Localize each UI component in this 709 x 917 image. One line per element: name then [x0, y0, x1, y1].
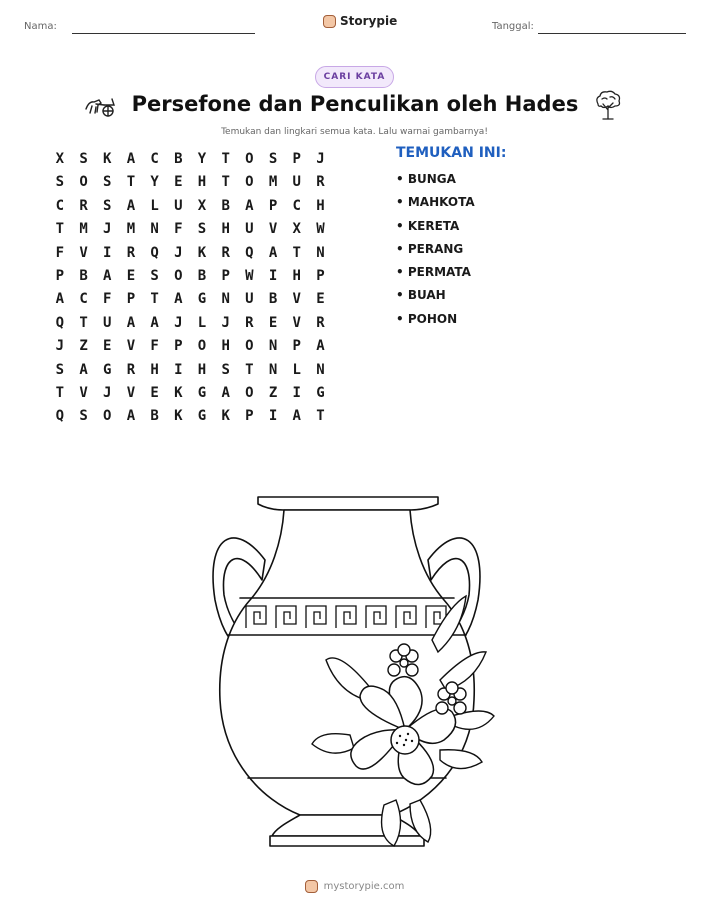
grid-cell[interactable]: R [126, 244, 136, 261]
grid-cell[interactable]: G [103, 361, 112, 378]
grid-cell[interactable]: O [197, 338, 207, 355]
grid-cell[interactable]: L [197, 314, 207, 331]
grid-cell[interactable]: S [103, 174, 112, 191]
grid-cell[interactable]: L [292, 361, 301, 378]
grid-cell[interactable]: S [79, 151, 88, 167]
grid-cell[interactable]: U [245, 221, 254, 238]
word-item: • KERETA [396, 218, 460, 233]
grid-cell[interactable]: P [292, 338, 301, 355]
grid-cell[interactable]: S [221, 361, 230, 378]
storypie-logo [323, 14, 397, 28]
grid-cell[interactable]: E [174, 174, 183, 191]
grid-cell[interactable]: T [55, 221, 65, 238]
grid-cell[interactable]: N [316, 244, 325, 261]
grid-cell[interactable]: J [316, 151, 325, 167]
grid-cell[interactable]: J [221, 314, 230, 331]
grid-cell[interactable]: A [126, 314, 136, 331]
word-item: • PERMATA [396, 265, 471, 280]
grid-cell[interactable]: O [245, 151, 254, 167]
grid-cell[interactable]: O [245, 338, 254, 355]
vase-illustration [200, 480, 500, 855]
grid-cell[interactable]: A [174, 291, 183, 308]
grid-cell[interactable]: V [292, 291, 301, 308]
grid-cell[interactable]: Q [245, 244, 254, 261]
grid-cell[interactable]: G [197, 291, 207, 308]
brand-name: Storypie [340, 14, 398, 28]
date-label: Tanggal: [492, 21, 534, 32]
storypie-footer-icon [305, 880, 318, 893]
grid-cell[interactable]: E [150, 384, 159, 401]
grid-cell[interactable]: J [174, 244, 183, 261]
grid-cell[interactable]: B [268, 291, 278, 308]
grid-cell[interactable]: I [103, 244, 112, 261]
grid-cell[interactable]: X [197, 197, 207, 214]
grid-cell[interactable]: O [245, 174, 254, 191]
grid-cell[interactable]: C [150, 151, 159, 167]
grid-cell[interactable]: U [245, 291, 254, 308]
tree-icon [594, 90, 622, 120]
grid-cell[interactable]: E [126, 267, 136, 284]
grid-cell[interactable]: B [174, 151, 183, 167]
grid-cell[interactable]: K [221, 408, 230, 425]
grid-cell[interactable]: V [292, 314, 301, 331]
grid-cell[interactable]: K [103, 151, 112, 167]
name-line[interactable] [72, 33, 255, 34]
word-item: • PERANG [396, 241, 464, 256]
grid-cell[interactable]: Z [79, 338, 88, 355]
grid-cell[interactable]: B [197, 267, 207, 284]
grid-cell[interactable]: A [55, 291, 65, 308]
grid-cell[interactable]: M [268, 174, 278, 191]
grid-cell[interactable]: A [150, 314, 159, 331]
grid-cell[interactable]: A [268, 244, 278, 261]
grid-cell[interactable]: R [79, 197, 88, 214]
grid-cell[interactable]: P [292, 151, 301, 167]
grid-cell[interactable]: A [245, 197, 254, 214]
grid-cell[interactable]: E [316, 291, 325, 308]
grid-cell[interactable]: L [150, 197, 159, 214]
grid-cell[interactable]: Y [150, 174, 159, 191]
grid-cell[interactable]: I [292, 384, 301, 401]
grid-cell[interactable]: M [79, 221, 88, 238]
grid-cell[interactable]: A [126, 197, 136, 214]
grid-cell[interactable]: N [150, 221, 159, 238]
grid-cell[interactable]: V [268, 221, 278, 238]
grid-cell[interactable]: J [174, 314, 183, 331]
grid-cell[interactable]: O [245, 384, 254, 401]
grid-cell[interactable]: E [268, 314, 278, 331]
grid-cell[interactable]: N [268, 338, 278, 355]
grid-cell[interactable]: A [221, 384, 230, 401]
grid-cell[interactable]: C [292, 197, 301, 214]
grid-cell[interactable]: M [126, 221, 136, 238]
grid-cell[interactable]: S [197, 221, 207, 238]
grid-cell[interactable]: W [316, 221, 325, 238]
word-item: • POHON [396, 311, 458, 326]
grid-cell[interactable]: U [292, 174, 301, 191]
grid-cell[interactable]: F [55, 244, 65, 261]
grid-cell[interactable]: H [316, 197, 325, 214]
grid-cell[interactable]: T [221, 174, 230, 191]
footer [0, 880, 709, 893]
grid-cell[interactable]: T [221, 151, 230, 167]
grid-cell[interactable]: C [55, 197, 65, 214]
grid-cell[interactable]: I [268, 408, 278, 425]
grid-cell[interactable]: S [268, 151, 278, 167]
word-item: • BUAH [396, 288, 446, 303]
footer-url[interactable]: mystorypie.com [323, 881, 405, 892]
grid-cell[interactable]: A [292, 408, 301, 425]
grid-cell[interactable]: H [221, 221, 230, 238]
grid-cell[interactable]: P [268, 197, 278, 214]
grid-cell[interactable]: A [126, 408, 136, 425]
grid-cell[interactable]: T [126, 174, 136, 191]
grid-cell[interactable]: T [79, 314, 88, 331]
grid-cell[interactable]: T [55, 384, 65, 401]
grid-cell[interactable]: N [221, 291, 230, 308]
grid-cell[interactable]: U [103, 314, 112, 331]
grid-cell[interactable]: K [197, 244, 207, 261]
grid-cell[interactable]: H [221, 338, 230, 355]
grid-cell[interactable]: R [316, 314, 325, 331]
grid-cell[interactable]: H [150, 361, 159, 378]
grid-cell[interactable]: V [79, 384, 88, 401]
grid-cell[interactable]: U [174, 197, 183, 214]
grid-cell[interactable]: H [197, 361, 207, 378]
date-line[interactable] [538, 33, 686, 34]
grid-cell[interactable]: S [55, 361, 65, 378]
grid-cell[interactable]: H [197, 174, 207, 191]
grid-cell[interactable]: P [245, 408, 254, 425]
grid-cell[interactable]: E [103, 338, 112, 355]
grid-cell[interactable]: B [221, 197, 230, 214]
grid-cell[interactable]: P [55, 267, 65, 284]
name-label: Nama: [24, 21, 57, 32]
grid-cell[interactable]: T [292, 244, 301, 261]
grid-cell[interactable]: N [316, 361, 325, 378]
page-title: Persefone dan Penculikan oleh Hades [131, 92, 579, 116]
grid-cell[interactable]: P [316, 267, 325, 284]
instructions: Temukan dan lingkari semua kata. Lalu warnai gambarnya! [221, 127, 488, 137]
find-list-title: TEMUKAN INI: [396, 145, 507, 161]
grid-cell[interactable]: V [126, 384, 136, 401]
storypie-logo-icon [323, 15, 336, 28]
category-badge: CARI KATA [315, 66, 394, 88]
grid-cell[interactable]: P [174, 338, 183, 355]
grid-cell[interactable]: R [245, 314, 254, 331]
grid-cell[interactable]: Q [55, 314, 65, 331]
grid-cell[interactable]: B [79, 267, 88, 284]
grid-cell[interactable]: Q [55, 408, 65, 425]
grid-cell[interactable]: W [245, 267, 254, 284]
grid-cell[interactable]: N [268, 361, 278, 378]
grid-cell[interactable]: K [174, 408, 183, 425]
grid-cell[interactable]: R [316, 174, 325, 191]
grid-cell[interactable]: X [55, 151, 65, 167]
word-list [396, 172, 475, 335]
grid-cell[interactable]: S [103, 197, 112, 214]
grid-cell[interactable]: R [221, 244, 230, 261]
grid-cell[interactable]: A [103, 267, 112, 284]
grid-cell[interactable]: A [79, 361, 88, 378]
grid-cell[interactable]: H [292, 267, 301, 284]
grid-cell[interactable]: F [150, 338, 159, 355]
grid-cell[interactable]: O [174, 267, 183, 284]
grid-cell[interactable]: F [103, 291, 112, 308]
grid-cell[interactable]: G [316, 384, 325, 401]
grid-cell[interactable]: T [316, 408, 325, 425]
grid-cell[interactable]: Z [268, 384, 278, 401]
grid-cell[interactable]: T [150, 291, 159, 308]
grid-cell[interactable]: J [103, 221, 112, 238]
chariot-icon [84, 95, 118, 117]
grid-cell[interactable]: K [174, 384, 183, 401]
grid-cell[interactable]: P [221, 267, 230, 284]
grid-cell[interactable]: R [126, 361, 136, 378]
grid-cell[interactable]: Q [150, 244, 159, 261]
grid-cell[interactable]: O [79, 174, 88, 191]
grid-cell[interactable]: V [126, 338, 136, 355]
word-item: • BUNGA [396, 172, 456, 186]
grid-cell[interactable]: I [268, 267, 278, 284]
grid-cell[interactable]: J [103, 384, 112, 401]
grid-cell[interactable]: G [197, 408, 207, 425]
grid-cell[interactable]: F [174, 221, 183, 238]
word-item: • MAHKOTA [396, 195, 475, 210]
grid-cell[interactable]: C [79, 291, 88, 308]
grid-cell[interactable]: O [103, 408, 112, 425]
grid-cell[interactable]: S [79, 408, 88, 425]
grid-cell[interactable]: A [316, 338, 325, 355]
grid-cell[interactable]: B [150, 408, 159, 425]
grid-cell[interactable]: S [55, 174, 65, 191]
grid-cell[interactable]: S [150, 267, 159, 284]
grid-cell[interactable]: P [126, 291, 136, 308]
grid-cell[interactable]: J [55, 338, 65, 355]
grid-cell[interactable]: X [292, 221, 301, 238]
grid-cell[interactable]: A [126, 151, 136, 167]
grid-cell[interactable]: G [197, 384, 207, 401]
grid-cell[interactable]: T [245, 361, 254, 378]
grid-cell[interactable]: V [79, 244, 88, 261]
grid-cell[interactable]: Y [197, 151, 207, 167]
grid-cell[interactable]: I [174, 361, 183, 378]
word-search-grid[interactable] [48, 148, 332, 429]
